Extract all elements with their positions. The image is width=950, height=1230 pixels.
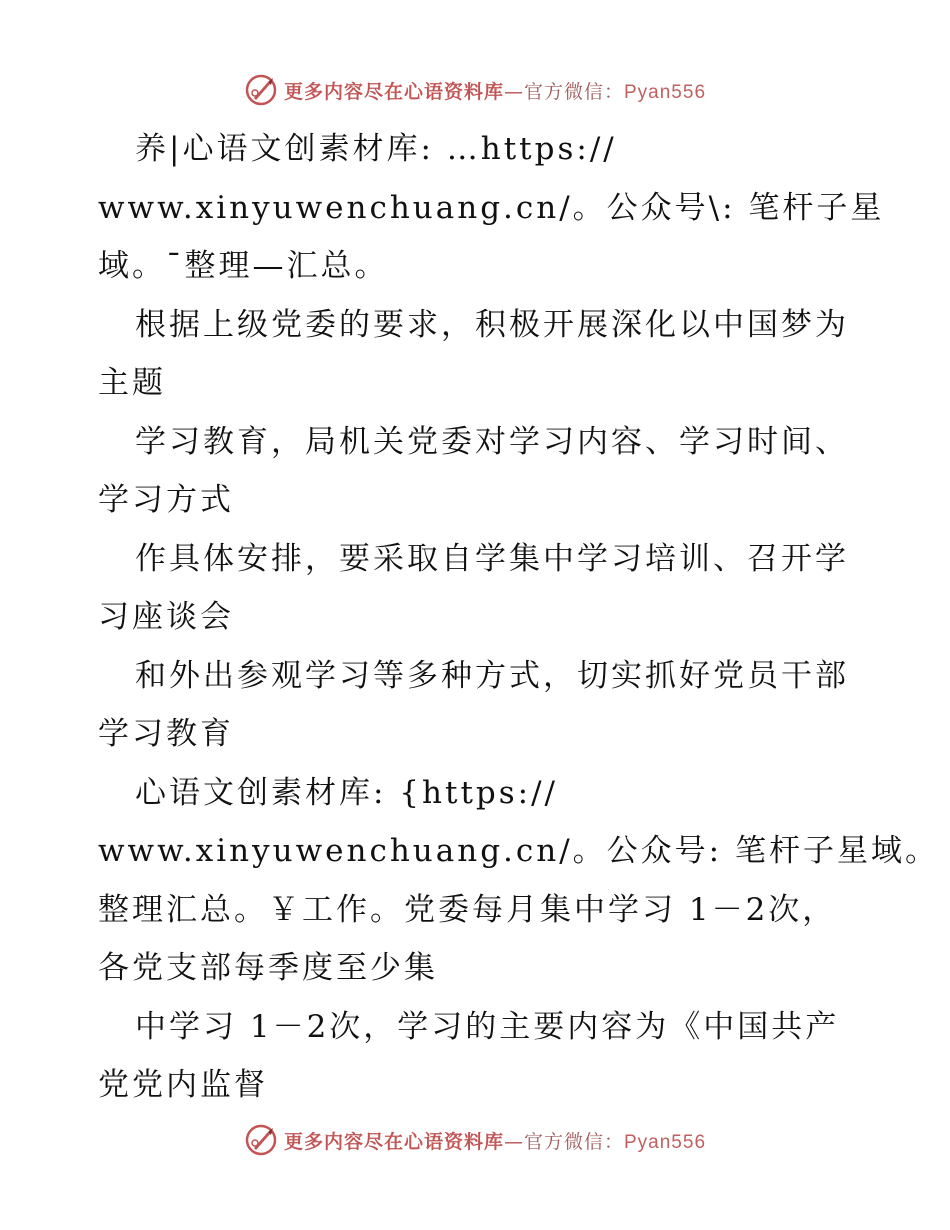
text-line: 学习教育，局机关党委对学习内容、学习时间、	[135, 423, 849, 460]
banner-brand: 更多内容尽在心语资料库	[283, 1130, 504, 1153]
text-line: 中学习 1－2次，学习的主要内容为《中国共产	[135, 1008, 840, 1045]
banner-brand: 更多内容尽在心语资料库	[283, 80, 504, 103]
text-line: 域。¯整理—汇总。	[98, 248, 389, 284]
quill-pen-logo-icon	[244, 1123, 278, 1157]
banner-wechat-label: 官方微信：	[523, 1130, 624, 1153]
banner-text	[284, 77, 706, 104]
banner-separator: —	[503, 1130, 524, 1153]
text-line: www.xinyuwenchuang.cn/。公众号\: 笔杆子星	[98, 189, 885, 226]
text-line: 整理汇总。￥工作。党委每月集中学习 1－2次，	[98, 891, 837, 928]
text-line: 和外出参观学习等多种方式，切实抓好党员干部	[135, 657, 849, 694]
text-line: 养|心语文创素材库: …https://	[135, 131, 617, 167]
banner-wechat-id: Pyan556	[624, 1131, 707, 1153]
text-line: 学习方式	[98, 482, 234, 518]
text-line: 习座谈会	[98, 599, 234, 635]
document-body	[98, 120, 939, 1115]
banner-text	[284, 1127, 706, 1154]
text-line: 学习教育	[98, 716, 234, 752]
banner-separator: —	[503, 80, 524, 103]
text-line: 各党支部每季度至少集	[98, 950, 438, 986]
text-line: 根据上级党委的要求，积极开展深化以中国梦为	[135, 306, 849, 343]
header-banner	[0, 70, 950, 110]
quill-pen-logo-icon	[244, 73, 278, 107]
footer-banner	[0, 1120, 950, 1160]
banner-wechat-id: Pyan556	[624, 81, 707, 103]
text-line: 主题	[98, 365, 166, 401]
banner-wechat-label: 官方微信：	[523, 80, 624, 103]
text-line: 作具体安排，要采取自学集中学习培训、召开学	[135, 540, 849, 577]
text-line: 心语文创素材库: {https://	[135, 774, 558, 811]
text-line: 党党内监督	[98, 1067, 268, 1103]
text-line: www.xinyuwenchuang.cn/。公众号: 笔杆子星域。	[98, 833, 939, 869]
